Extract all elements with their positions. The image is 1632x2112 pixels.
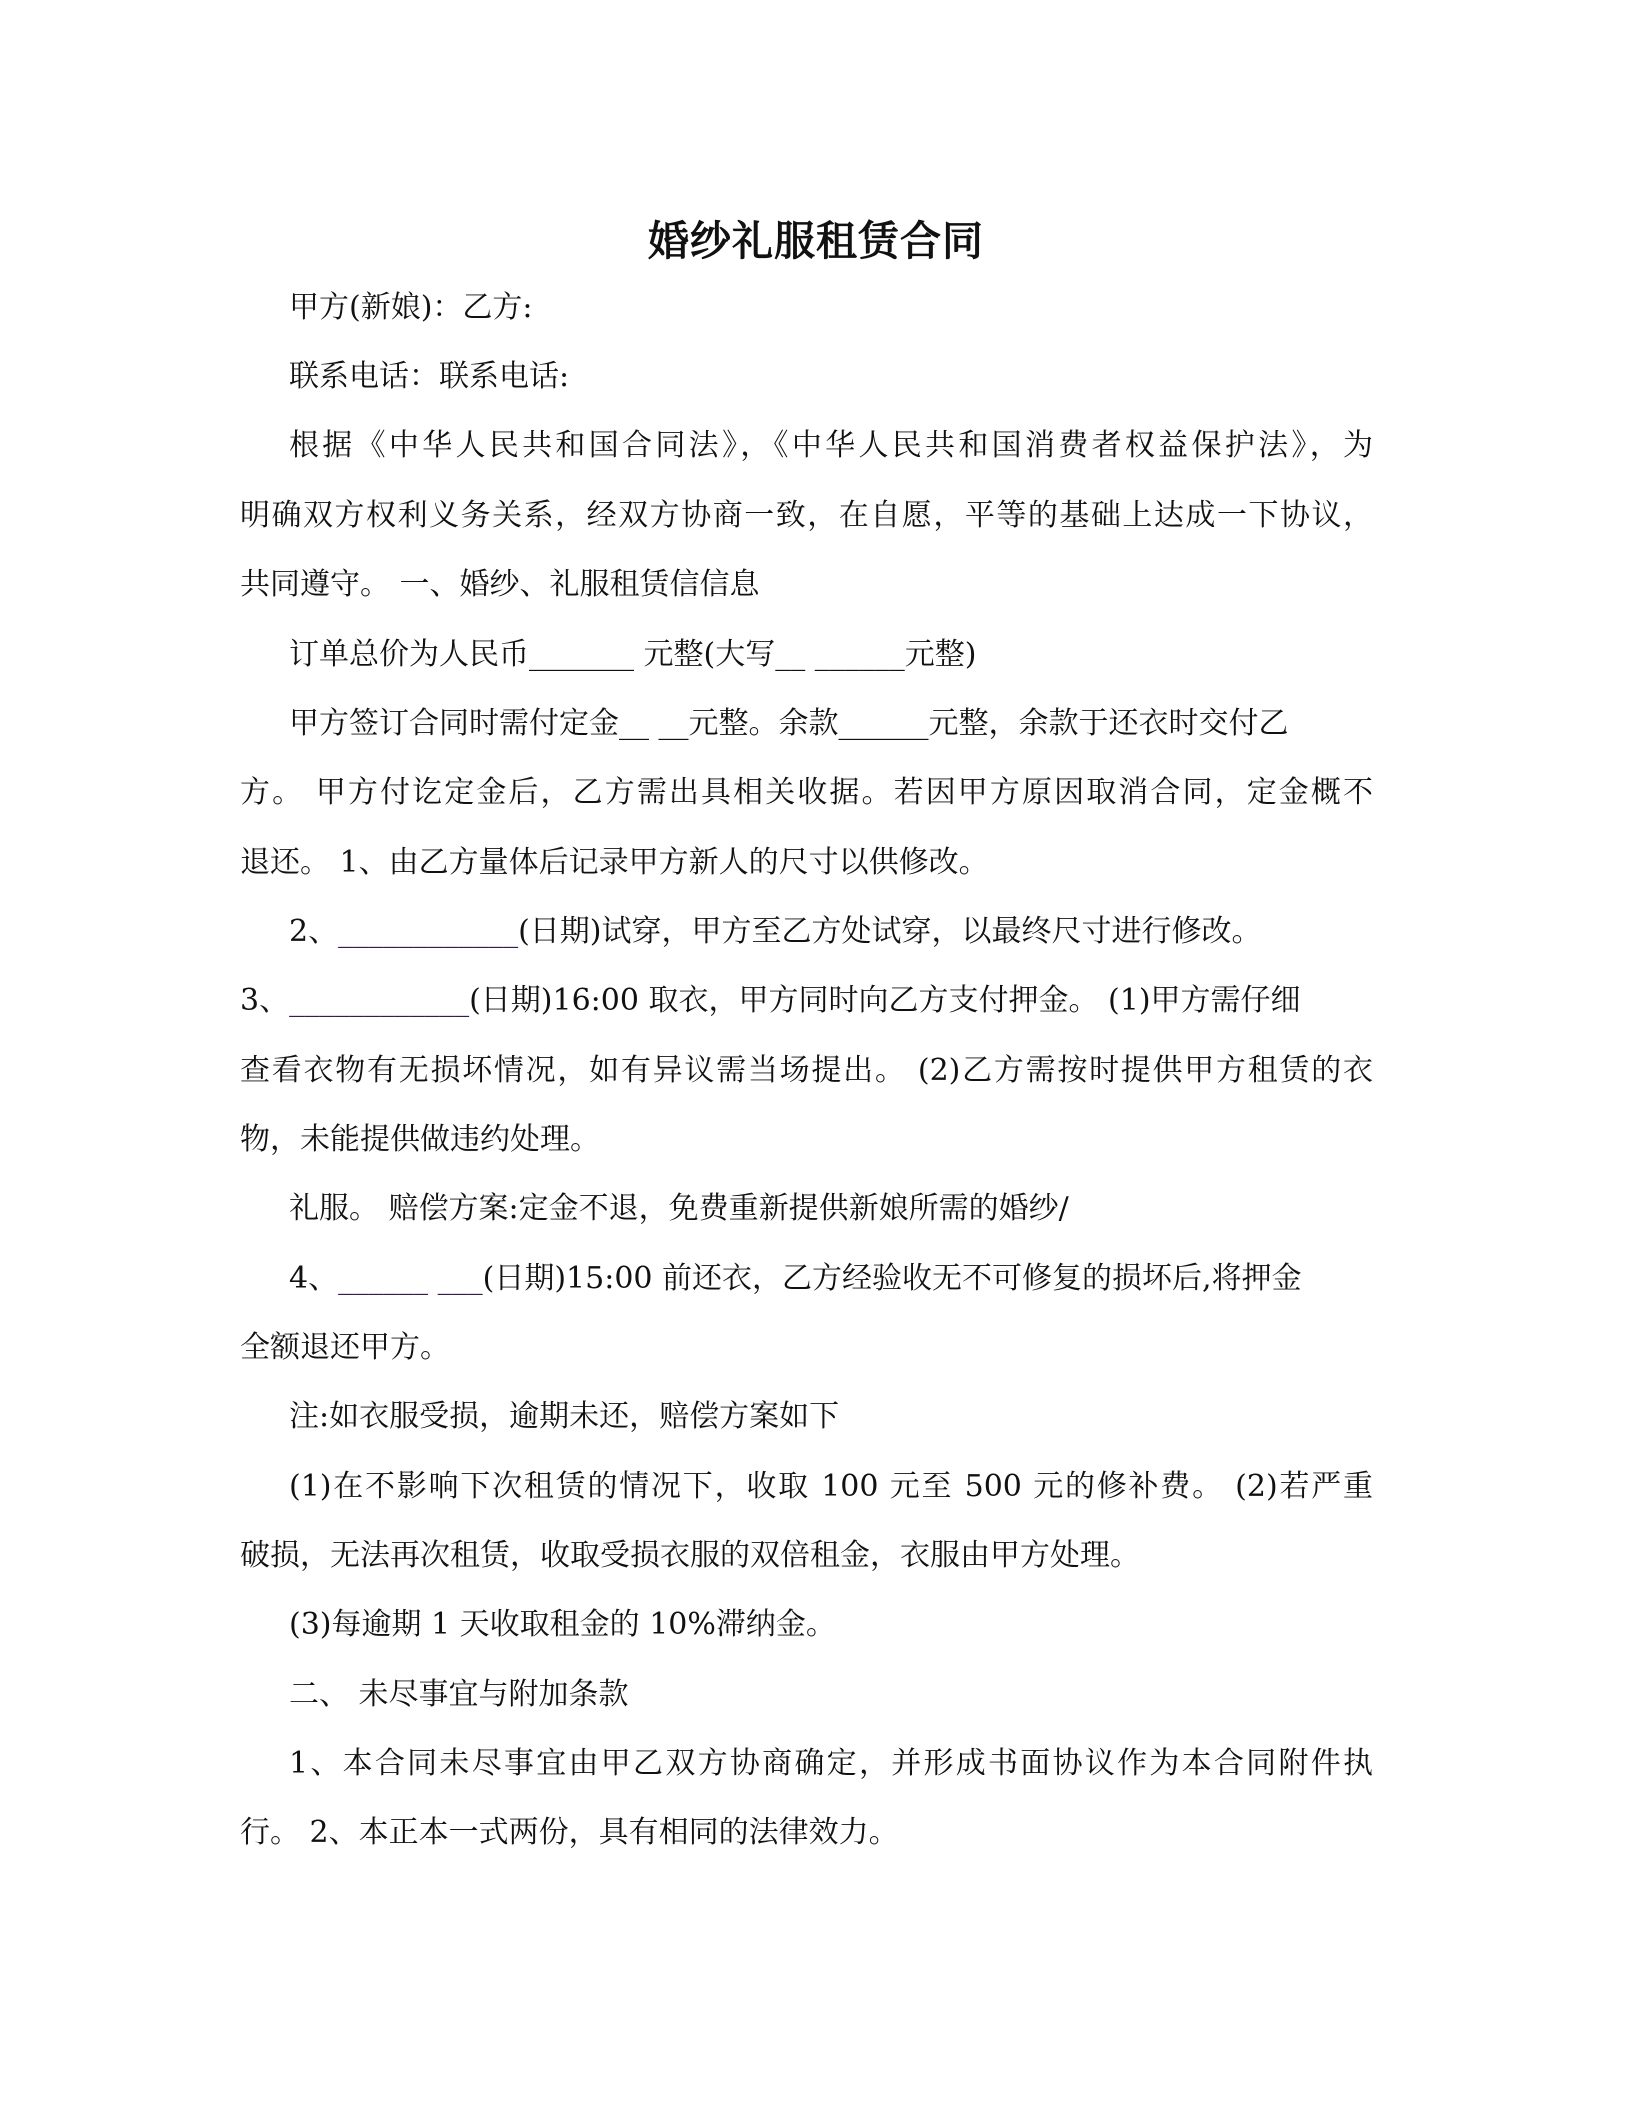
text: (日期)16:00 取衣，甲方同时向乙方支付押金。 (1)甲方需仔细	[469, 983, 1301, 1018]
deposit-blank[interactable]: __	[619, 706, 649, 741]
text: 甲方签订合同时需付定金	[289, 706, 619, 741]
price-blank[interactable]: _______	[529, 637, 634, 672]
text: 3、	[240, 983, 290, 1018]
clause-line: 行。 2、本正本一式两份，具有相同的法律效力。	[240, 1815, 899, 1850]
clause-line: 物，未能提供做违约处理。	[240, 1122, 600, 1157]
deposit-line: 方。 甲方付讫定金后，乙方需出具相关收据。若因甲方原因取消合同，定金概不	[240, 775, 1373, 810]
text	[649, 706, 659, 741]
note-line: (3)每逾期 1 天收取租金的 10%滞纳金。	[289, 1607, 836, 1642]
note-line: (1)在不影响下次租赁的情况下，收取 100 元至 500 元的修补费。 (2)若严重	[289, 1469, 1373, 1504]
phone-line: 联系电话：联系电话:	[289, 359, 570, 394]
text: 2、	[289, 914, 339, 949]
preamble-line: 根据《中华人民共和国合同法》，《中华人民共和国消费者权益保护法》，为	[289, 428, 1373, 463]
text: 4、	[289, 1261, 339, 1296]
text: 元整(大写	[634, 637, 776, 672]
text: 元整。余款	[688, 706, 839, 741]
text: 元整，余款于还衣时交付乙	[928, 706, 1289, 741]
clause-line: 1、本合同未尽事宜由甲乙双方协商确定，并形成书面协议作为本合同附件执	[289, 1746, 1373, 1781]
clause-line: 全额退还甲方。	[240, 1330, 450, 1365]
note-line: 注:如衣服受损，逾期未还，赔偿方案如下	[289, 1399, 840, 1434]
clause-line: 退还。 1、由乙方量体后记录甲方新人的尺寸以供修改。	[240, 845, 989, 880]
return-line	[289, 1259, 1373, 1299]
total-price-line	[289, 635, 1373, 675]
text	[805, 637, 815, 672]
text: 元整)	[904, 637, 977, 672]
text: 订单总价为人民币	[289, 637, 529, 672]
section-heading: 二、 未尽事宜与附加条款	[289, 1677, 629, 1712]
clause-line: 查看衣物有无损坏情况，如有异议需当场提出。 (2)乙方需按时提供甲方租赁的衣	[240, 1053, 1373, 1088]
pickup-date-blank[interactable]: ____________	[289, 983, 470, 1018]
price-words-blank[interactable]: __	[775, 637, 806, 672]
text: (日期)15:00 前还衣，乙方经验收无不可修复的损坏后,将押金	[482, 1261, 1302, 1296]
note-line: 破损，无法再次租赁，收取受损衣服的双倍租金，衣服由甲方处理。	[240, 1538, 1140, 1573]
balance-blank[interactable]: ______	[838, 706, 929, 741]
return-date-blank[interactable]: ___	[437, 1261, 483, 1296]
pickup-line	[240, 981, 1373, 1021]
preamble-line: 共同遵守。 一、婚纱、礼服租赁信信息	[240, 567, 760, 602]
deposit-line	[289, 704, 1373, 744]
preamble-line: 明确双方权利义务关系，经双方协商一致，在自愿，平等的基础上达成一下协议，	[240, 498, 1373, 533]
deposit-blank[interactable]: __	[658, 706, 689, 741]
party-line: 甲方(新娘)：乙方:	[289, 290, 533, 325]
text	[428, 1261, 438, 1296]
text: (日期)试穿，甲方至乙方处试穿，以最终尺寸进行修改。	[518, 914, 1262, 949]
fitting-line	[289, 912, 1373, 952]
fitting-date-blank[interactable]: ____________	[338, 914, 519, 949]
return-date-blank[interactable]: ______	[338, 1261, 429, 1296]
document-title: 婚纱礼服租赁合同	[648, 217, 984, 265]
clause-line: 礼服。 赔偿方案:定金不退，免费重新提供新娘所需的婚纱/	[289, 1191, 1069, 1226]
price-words-blank[interactable]: ______	[814, 637, 905, 672]
